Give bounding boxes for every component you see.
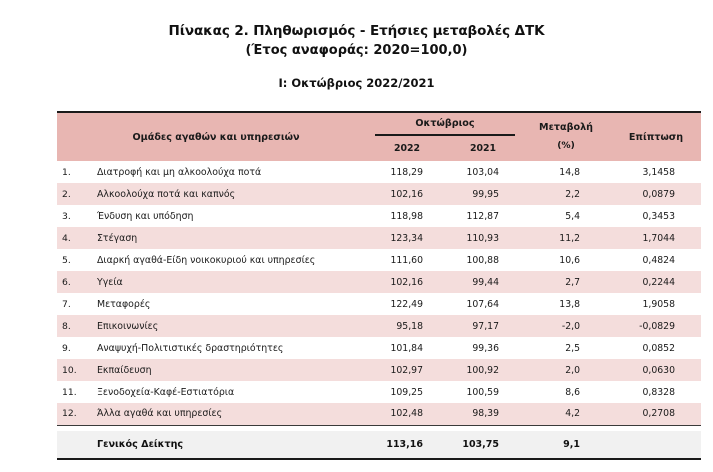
table-row [57,337,701,359]
row-change: 2,5 [521,337,611,359]
document-titles [0,0,713,90]
row-y2021: 99,95 [445,183,521,205]
row-label: Στέγαση [89,227,369,249]
row-impact: 1,9058 [611,293,701,315]
row-number: 7. [57,293,89,315]
row-y2022: 118,98 [369,205,445,227]
row-y2021: 103,04 [445,161,521,183]
row-y2022: 101,84 [369,337,445,359]
column-header-year-2021: 2021 [445,136,521,161]
row-number: 10. [57,359,89,381]
row-change: 8,6 [521,381,611,403]
row-impact: 3,1458 [611,161,701,183]
row-impact: 0,0630 [611,359,701,381]
table-header [57,113,701,161]
row-number: 3. [57,205,89,227]
total-row [57,431,701,458]
column-header-period-label: Οκτώβριος [415,118,475,129]
column-header-change-label: Μεταβολή [539,122,593,134]
row-y2021: 100,92 [445,359,521,381]
total-row-y2021: 103,75 [445,431,521,458]
table-row [57,205,701,227]
row-impact: 0,8328 [611,381,701,403]
row-label: Ένδυση και υπόδηση [89,205,369,227]
table-row [57,249,701,271]
row-change: 2,7 [521,271,611,293]
table-row [57,403,701,425]
column-header-change-unit: (%) [557,140,575,152]
row-y2021: 99,36 [445,337,521,359]
table-row [57,271,701,293]
row-y2022: 95,18 [369,315,445,337]
row-number: 5. [57,249,89,271]
column-header-year-2022: 2022 [369,136,445,161]
row-y2022: 102,16 [369,183,445,205]
row-y2021: 97,17 [445,315,521,337]
column-header-goods: Ομάδες αγαθών και υπηρεσιών [57,113,369,161]
total-row-change: 9,1 [521,431,611,458]
row-impact: -0,0829 [611,315,701,337]
row-impact: 0,3453 [611,205,701,227]
row-label: Διατροφή και μη αλκοολούχα ποτά [89,161,369,183]
row-change: 14,8 [521,161,611,183]
total-row-label: Γενικός Δείκτης [89,431,369,458]
row-number: 11. [57,381,89,403]
row-label: Διαρκή αγαθά-Είδη νοικοκυριού και υπηρεσίες [89,249,369,271]
row-y2021: 100,59 [445,381,521,403]
row-y2022: 111,60 [369,249,445,271]
row-impact: 0,0852 [611,337,701,359]
table-footer [57,425,701,458]
row-label: Αναψυχή-Πολιτιστικές δραστηριότητες [89,337,369,359]
row-label: Εκπαίδευση [89,359,369,381]
row-impact: 1,7044 [611,227,701,249]
column-header-impact: Επίπτωση [611,113,701,161]
table-row [57,381,701,403]
row-y2021: 98,39 [445,403,521,425]
total-row-y2022: 113,16 [369,431,445,458]
row-change: 2,0 [521,359,611,381]
row-change: 5,4 [521,205,611,227]
row-label: Υγεία [89,271,369,293]
row-number: 12. [57,403,89,425]
row-impact: 0,2708 [611,403,701,425]
row-y2022: 122,49 [369,293,445,315]
row-label: Αλκοολούχα ποτά και καπνός [89,183,369,205]
total-row-impact [611,431,701,458]
row-y2021: 107,64 [445,293,521,315]
row-impact: 0,2244 [611,271,701,293]
row-change: 13,8 [521,293,611,315]
row-change: -2,0 [521,315,611,337]
column-header-change [521,113,611,161]
row-y2022: 123,34 [369,227,445,249]
row-number: 6. [57,271,89,293]
row-y2022: 102,48 [369,403,445,425]
inflation-table-container [57,111,701,460]
total-row-number [57,431,89,458]
row-y2022: 102,16 [369,271,445,293]
row-y2021: 110,93 [445,227,521,249]
row-impact: 0,4824 [611,249,701,271]
table-row [57,359,701,381]
row-change: 10,6 [521,249,611,271]
column-header-period-group [369,113,521,136]
row-y2021: 100,88 [445,249,521,271]
row-y2022: 109,25 [369,381,445,403]
row-impact: 0,0879 [611,183,701,205]
row-change: 2,2 [521,183,611,205]
row-change: 4,2 [521,403,611,425]
row-y2022: 102,97 [369,359,445,381]
row-number: 4. [57,227,89,249]
row-number: 8. [57,315,89,337]
row-y2021: 99,44 [445,271,521,293]
row-y2021: 112,87 [445,205,521,227]
period-group-rule [375,134,515,136]
page-title: Πίνακας 2. Πληθωρισμός - Ετήσιες μεταβολές ΔΤΚ [168,23,545,39]
row-change: 11,2 [521,227,611,249]
table-header-row-top [57,113,701,136]
row-label: Επικοινωνίες [89,315,369,337]
page-subtitle: (Έτος αναφοράς: 2020=100,0) [245,42,468,58]
table-row [57,315,701,337]
row-label: Ξενοδοχεία-Καφέ-Εστιατόρια [89,381,369,403]
table-row [57,293,701,315]
row-label: Μεταφορές [89,293,369,315]
table-row [57,183,701,205]
section-title: Ι: Οκτώβριος 2022/2021 [278,76,435,91]
row-number: 2. [57,183,89,205]
inflation-table [57,113,701,458]
row-label: Άλλα αγαθά και υπηρεσίες [89,403,369,425]
row-number: 1. [57,161,89,183]
table-body [57,161,701,425]
row-y2022: 118,29 [369,161,445,183]
table-row [57,161,701,183]
table-row [57,227,701,249]
row-number: 9. [57,337,89,359]
